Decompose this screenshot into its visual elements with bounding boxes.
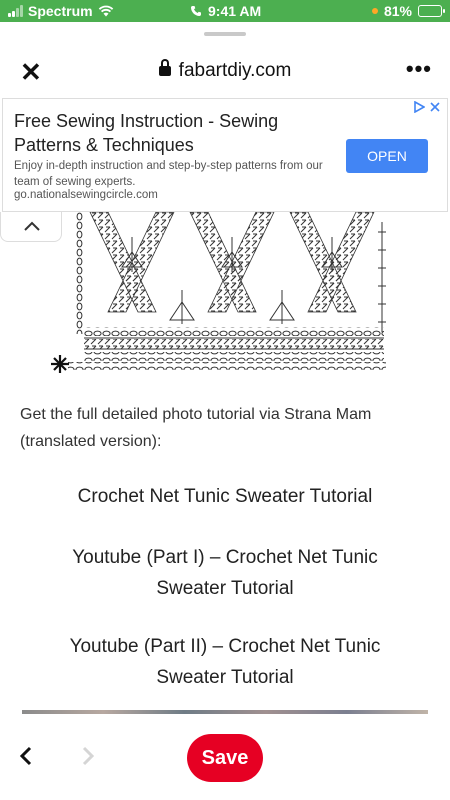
battery-percent: 81% (383, 3, 412, 19)
crochet-diagram-image (48, 212, 398, 382)
url-bar (0, 52, 450, 92)
more-icon[interactable]: ••• (405, 56, 432, 81)
chevron-up-icon[interactable] (23, 221, 41, 232)
chevron-right-icon[interactable] (80, 746, 96, 766)
phone-icon (190, 5, 202, 17)
ad-close-icon[interactable] (429, 101, 441, 113)
tutorial-link[interactable]: Crochet Net Tunic Sweater Tutorial (77, 486, 373, 507)
save-button[interactable]: Save (187, 734, 263, 782)
clock: 9:41 AM (208, 3, 262, 19)
bottom-toolbar (0, 716, 450, 800)
battery-icon (418, 5, 442, 17)
address-display[interactable] (0, 57, 450, 87)
wifi-icon (98, 5, 114, 17)
close-icon[interactable]: ✕ (20, 57, 42, 87)
ad-choices[interactable] (413, 101, 441, 113)
ad-description: Enjoy in-depth instruction and step-by-step patterns from our team of sewing experts. (14, 160, 323, 188)
ad-title[interactable]: Free Sewing Instruction - Sewing Patterns & Techniques (14, 111, 279, 155)
intro-paragraph: Get the full detailed photo tutorial via Strana Mam (translated version): (20, 406, 372, 450)
battery-group (372, 3, 442, 19)
sheet-grabber[interactable] (204, 32, 246, 36)
youtube-part2-link[interactable]: Youtube (Part II) – Crochet Net Tunic Sweater Tutorial (69, 636, 381, 688)
signal-icon (8, 5, 23, 17)
adchoices-icon[interactable] (413, 101, 425, 113)
ad-banner[interactable] (2, 98, 448, 212)
ad-url[interactable]: go.nationalsewingcircle.com (14, 189, 158, 201)
clock-group (190, 3, 261, 19)
status-bar (0, 0, 450, 22)
image-preview-strip (22, 710, 428, 714)
lock-icon (159, 63, 171, 77)
collapse-ad-tab[interactable] (0, 212, 62, 242)
ad-open-button[interactable]: OPEN (346, 139, 428, 173)
carrier-group (8, 3, 114, 19)
recording-dot-icon (372, 8, 378, 14)
youtube-part1-link[interactable]: Youtube (Part I) – Crochet Net Tunic Sweater Tutorial (72, 547, 378, 599)
carrier-name: Spectrum (28, 3, 93, 19)
chevron-left-icon[interactable] (18, 746, 34, 766)
domain-text: fabartdiy.com (178, 60, 292, 81)
